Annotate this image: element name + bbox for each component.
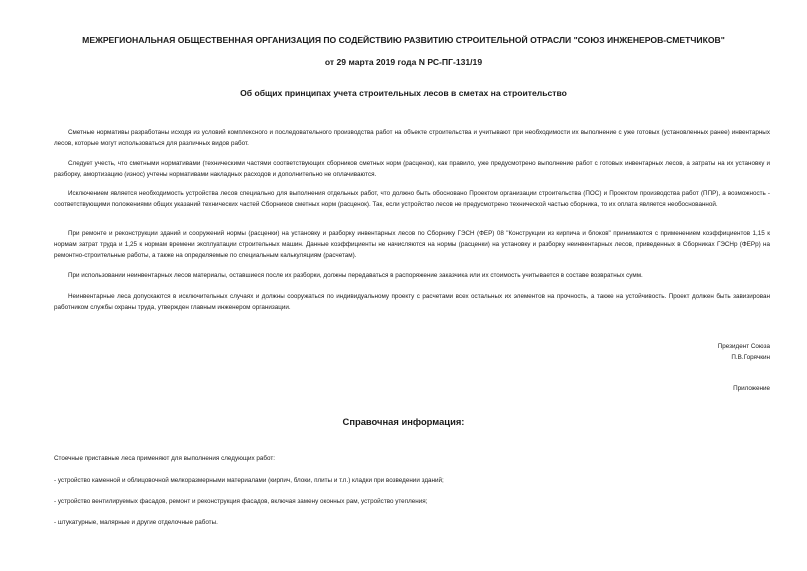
organization-title: МЕЖРЕГИОНАЛЬНАЯ ОБЩЕСТВЕННАЯ ОРГАНИЗАЦИЯ ПО СОДЕЙСТВИЮ РАЗВИТИЮ СТРОИТЕЛЬНОЙ ОТРАСЛИ "СОЮЗ ИНЖЕНЕРОВ-СМЕТЧИКОВ"	[82, 35, 725, 45]
list-item: - штукатурные, малярные и другие отделочные работы.	[54, 519, 218, 526]
body-paragraph: При использовании неинвентарных лесов материалы, оставшиеся после их разборки, должны передаваться в распоряжение заказчика или их стоимость учитывается в составе возвратных сумм.	[68, 272, 643, 279]
signatory-position: Президент Союза	[717, 343, 770, 350]
document-date-number: от 29 марта 2019 года N РС-ПГ-131/19	[324, 57, 483, 67]
body-paragraph: При ремонте и реконструкции зданий и сооружений нормы (расценки) на установку и разборку инвентарных лесов по Сборнику ГЭСН (ФЕР) 08 "Конструкции из кирпича и блоков" принимаются с применением коэффициентов 1,15 к нормам затрат труда и 1,25 к нормам времени эксплуатации строительных машин. Данные коэффициенты не начисляются на нормы (расценки) на установку и разборку неинвентарных лесов, приведенных в Сборниках ГЭСНр (ФЕРр) на ремонтно-строительные работы, а также на определяемые по специальным калькуляциям (расчетам).	[54, 230, 770, 259]
body-paragraph: Сметные нормативы разработаны исходя из условий комплексного и последовательного производства работ на объекте строительства и учитывают при необходимости их выполнение с уже готовых (установленных ранее) инвентарных лесов, которые могут использоваться для различных видов работ.	[54, 129, 770, 147]
reference-intro: Стоечные приставные леса применяют для выполнения следующих работ:	[54, 455, 276, 462]
signatory-name: П.В.Горячкин	[731, 354, 770, 361]
body-paragraph: Следует учесть, что сметными нормативами (техническими частями соответствующих сборников сметных норм (расценок), как правило, уже предусмотрено выполнение работ с готовых инвентарных лесов, а затраты на их установку и разборку, амортизацию (износ) учтены нормативами накладных расходов и дополнительно не оплачиваются.	[54, 160, 770, 178]
list-item: - устройство каменной и облицовочной мелкоразмерными материалами (кирпич, блоки, плиты и т.п.) кладки при возведении зданий;	[54, 477, 444, 484]
document-subject: Об общих принципах учета строительных лесов в сметах на строительство	[240, 88, 567, 98]
body-paragraph: Неинвентарные леса допускаются в исключительных случаях и должны сооружаться по индивидуальному проекту с расчетами всех остальных их элементов на прочность, а также на устойчивость. Проект должен быть завизирован работником службы охраны труда, утвержден главным инженером организации.	[54, 293, 770, 311]
list-item: - устройство вентилируемых фасадов, ремонт и реконструкция фасадов, включая замену оконных рам, устройство утепления;	[54, 498, 428, 505]
body-paragraph: Исключением является необходимость устройства лесов специально для выполнения отдельных работ, что должно быть обосновано Проектом организации строительства (ПОС) и Проектом производства работ (ППР), а возможность - соответствующими положениями общих указаний технических частей Сборников сметных норм (расценок). Так, если устройство лесов не предусмотрено технической частью сборника, то их оплата является необоснованной.	[54, 190, 770, 208]
reference-info-title: Справочная информация:	[342, 416, 465, 427]
appendix-label: Приложение	[733, 385, 770, 392]
